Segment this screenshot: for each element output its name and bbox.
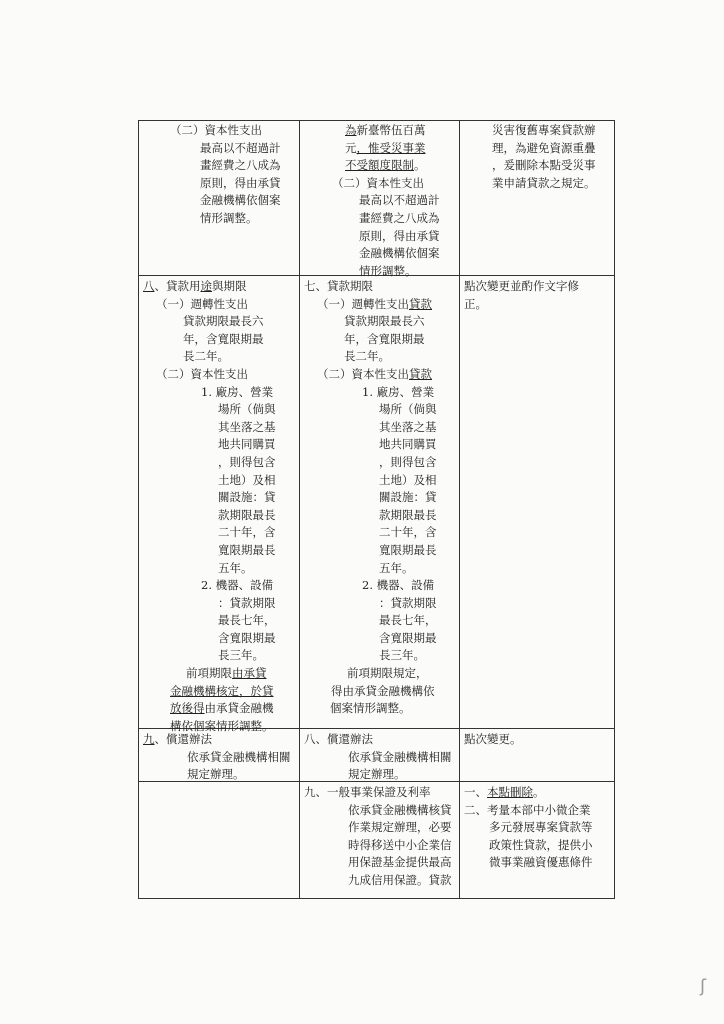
text-line: 土地）及相	[218, 472, 276, 487]
text-line: 九成信用保證。貸款	[348, 872, 452, 887]
text-line: 含寬限期最	[218, 630, 276, 645]
text-line: 情形調整。	[200, 210, 258, 225]
text-line: 微事業融資優惠條件	[489, 855, 593, 870]
col-divider-1	[299, 120, 300, 898]
text-line: 前項期限規定，	[347, 666, 428, 681]
text-line: 一、本點刪除。	[464, 785, 545, 799]
table-border-top	[138, 120, 615, 121]
text-line: 得由承貸金融機構依	[331, 683, 435, 698]
text-line: 地共同購買	[379, 437, 437, 452]
text-line: 款期限最長	[218, 507, 276, 522]
text-line: 長三年。	[379, 648, 425, 663]
row3-current-text	[304, 731, 452, 784]
text-line: （一）週轉性支出	[156, 296, 248, 311]
text-line: 元，惟受災事業	[345, 140, 426, 155]
text-line: 七、貸款期限	[304, 279, 373, 293]
text-line: 用保證基金提供最高	[348, 855, 452, 870]
text-line: 九、一般事業保證及利率	[304, 785, 431, 799]
text-line: 情形調整。	[359, 263, 417, 278]
text-line: 寬限期最長	[218, 542, 276, 557]
text-line: 作業規定辦理，必要	[348, 820, 452, 835]
text-line: 業申請貸款之規定。	[492, 175, 596, 190]
text-line: 地共同購買	[218, 437, 276, 452]
text-line: 最長七年，	[379, 613, 437, 628]
text-line: 2. 機器、設備	[201, 578, 274, 593]
text-line: 八、貸款用途與期限	[143, 279, 247, 293]
text-line: 土地）及相	[379, 472, 437, 487]
row2-explanation	[464, 278, 579, 313]
text-line: 災害復舊專案貸款辦	[492, 123, 596, 137]
row3-explanation	[464, 731, 522, 749]
text-line: 個案情形調整。	[330, 701, 411, 716]
text-line: ，則得包含	[218, 454, 276, 469]
text-line: 二十年，含	[379, 525, 437, 540]
text-line: 寬限期最長	[379, 542, 437, 557]
text-line: （二）資本性支出	[332, 175, 424, 190]
text-line: 五年。	[379, 560, 414, 575]
text-line: （二）資本性支出貸款	[317, 366, 432, 381]
text-line: 八、償還辦法	[304, 732, 373, 746]
text-line: 依承貸金融機構核貸	[348, 802, 452, 817]
text-line: 二十年，含	[218, 525, 276, 540]
text-line: 款期限最長	[379, 507, 437, 522]
text-line: ：貸款期限	[218, 595, 276, 610]
text-line: ，爰刪除本點受災事	[492, 158, 596, 173]
text-line: 不受額度限制。	[345, 158, 426, 173]
text-line: 五年。	[218, 560, 253, 575]
text-line: 含寬限期最	[379, 630, 437, 645]
text-line: 金融機構核定，於貸	[170, 683, 274, 698]
text-line: 正。	[464, 296, 487, 311]
text-line: 長二年。	[183, 349, 229, 364]
text-line: 前項期限由承貸	[186, 666, 267, 681]
text-line: 放後得由承貸金融機	[170, 701, 274, 716]
table-border-bottom	[138, 898, 615, 899]
text-line: 關設施：貸	[218, 490, 276, 505]
text-line: 九、償還辦法	[143, 732, 212, 746]
text-line: 時得移送中小企業信	[348, 837, 452, 852]
text-line: 構依個案情形調整。	[170, 718, 274, 733]
text-line: ，則得包含	[379, 454, 437, 469]
text-line: 點次變更。	[464, 732, 522, 746]
text-line: 長三年。	[218, 648, 264, 663]
text-line: 金融機構依個案	[200, 193, 281, 208]
text-line: 貸款期限最長六	[344, 314, 425, 329]
text-line: 金融機構依個案	[359, 246, 440, 261]
text-line: ：貸款期限	[379, 595, 437, 610]
text-line: 點次變更並酌作文字修	[464, 279, 579, 293]
row1-current-text	[332, 122, 440, 280]
text-line: 最高以不超過計	[200, 140, 281, 155]
text-line: 二、考量本部中小微企業	[464, 802, 591, 817]
row2-current-text	[304, 278, 437, 718]
text-line: 畫經費之八成為	[200, 158, 281, 173]
text-line: 1. 廠房、營業	[201, 384, 274, 399]
text-line: 1. 廠房、營業	[362, 384, 435, 399]
col-divider-right	[614, 120, 615, 898]
text-line: 原則，得由承貸	[359, 228, 440, 243]
text-line: 政策性貸款，提供小	[489, 837, 593, 852]
text-line: 年，含寬限期最	[344, 331, 425, 346]
text-line: 長二年。	[344, 349, 390, 364]
text-line: 2. 機器、設備	[362, 578, 435, 593]
row1-explanation	[492, 122, 596, 192]
text-line: 規定辦理。	[348, 767, 406, 782]
text-line: 場所（倘與	[218, 402, 276, 417]
row4-current-text	[304, 784, 452, 890]
text-line: 依承貸金融機構相關	[187, 749, 291, 764]
text-line: 場所（倘與	[379, 402, 437, 417]
text-line: 最高以不超過計	[359, 193, 440, 208]
text-line: 其坐落之基	[379, 419, 437, 434]
text-line: 年，含寬限期最	[183, 331, 264, 346]
row4-explanation	[464, 784, 593, 872]
text-line: （二）資本性支出	[156, 366, 248, 381]
row3-amended-text	[143, 731, 291, 784]
text-line: 規定辦理。	[187, 767, 245, 782]
text-line: 畫經費之八成為	[359, 210, 440, 225]
text-line: （二）資本性支出	[170, 123, 262, 137]
text-line: 貸款期限最長六	[183, 314, 264, 329]
row1-amended-text	[170, 122, 281, 228]
text-line: 最長七年，	[218, 613, 276, 628]
text-line: 關設施：貸	[379, 490, 437, 505]
col-divider-2	[459, 120, 460, 898]
pen-mark-decoration: ʃ	[700, 976, 707, 997]
text-line: 依承貸金融機構相關	[348, 749, 452, 764]
text-line: 多元發展專案貸款等	[489, 820, 593, 835]
text-line: （一）週轉性支出貸款	[317, 296, 432, 311]
text-line: 理，為避免資源重疊	[492, 140, 596, 155]
text-line: 為新臺幣伍百萬	[345, 123, 426, 137]
col-divider-left	[138, 120, 139, 898]
text-line: 原則，得由承貸	[200, 175, 281, 190]
row2-amended-text	[143, 278, 276, 735]
text-line: 其坐落之基	[218, 419, 276, 434]
